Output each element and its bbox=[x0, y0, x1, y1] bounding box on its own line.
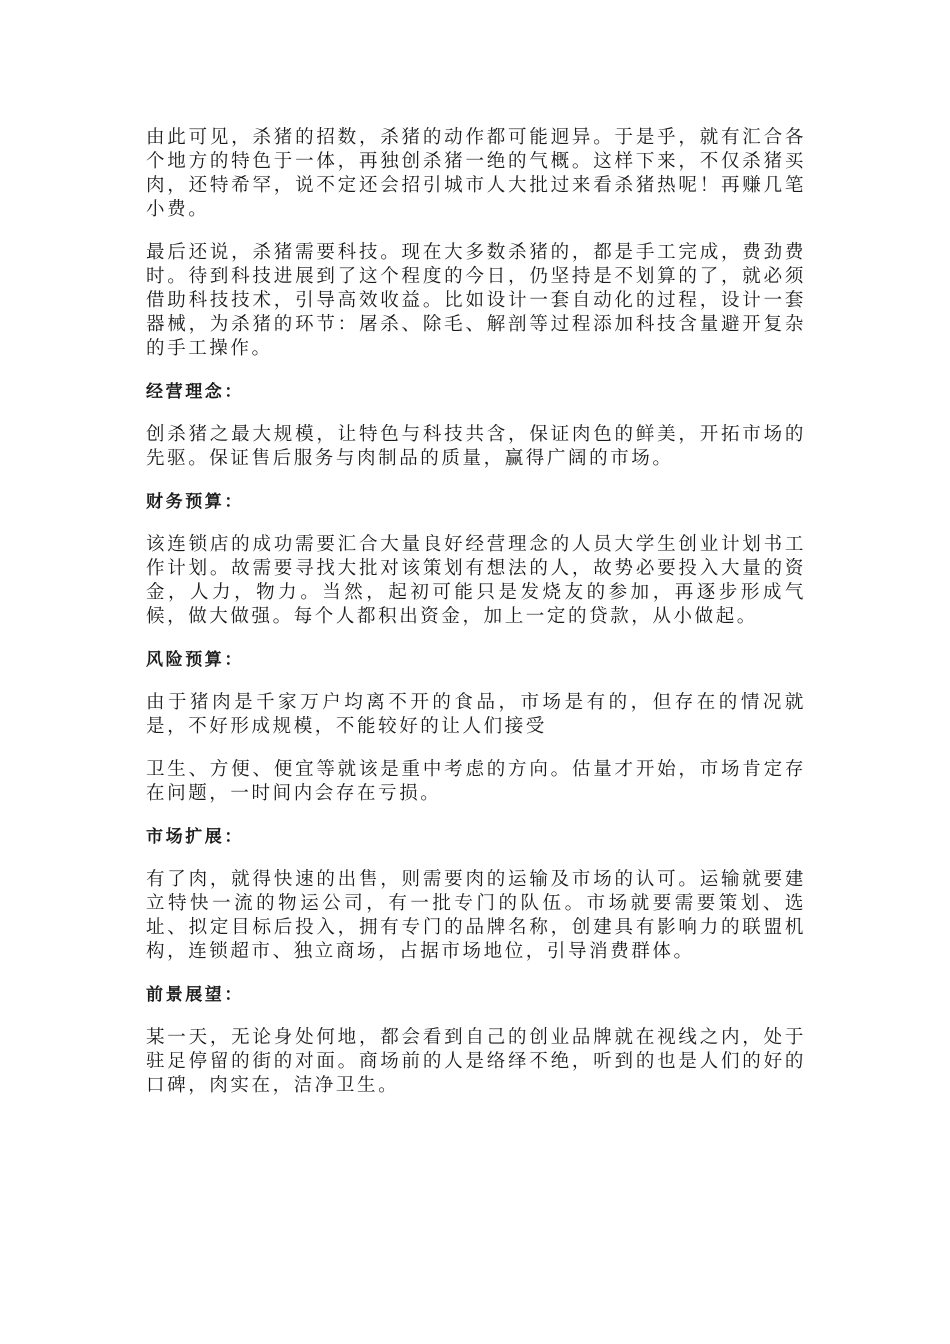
heading-financial-budget: 财务预算： bbox=[146, 492, 244, 512]
paragraph-business-philosophy: 创杀猪之最大规模，让特色与科技共含，保证肉色的鲜美，开拓市场的先驱。保证售后服务与肉制品的质量，赢得广阔的市场。 bbox=[146, 424, 806, 469]
heading-outlook: 前景展望： bbox=[146, 985, 244, 1005]
heading-business-philosophy: 经营理念： bbox=[146, 382, 244, 402]
document-body bbox=[146, 126, 806, 1117]
paragraph-market-expansion: 有了肉，就得快速的出售，则需要肉的运输及市场的认可。运输就要建立特快一流的物运公司，有一批专门的队伍。市场就要需要策划、选址、拟定目标后投入，拥有专门的品牌名称，创建具有影响力的联盟机构，连锁超市、独立商场，占据市场地位，引导消费群体。 bbox=[146, 869, 806, 962]
paragraph-outlook: 某一天，无论身处何地，都会看到自己的创业品牌就在视线之内，处于驻足停留的街的对面。商场前的人是络绎不绝，听到的也是人们的好的口碑，肉实在，洁净卫生。 bbox=[146, 1027, 806, 1096]
paragraph-risk-budget: 由于猪肉是千家万户均离不开的食品，市场是有的，但存在的情况就是，不好形成规模，不能较好的让人们接受 bbox=[146, 692, 806, 737]
paragraph-technology: 最后还说，杀猪需要科技。现在大多数杀猪的，都是手工完成，费劲费时。待到科技进展到了这个程度的今日，仍坚持是不划算的了，就必须借助科技技术，引导高效收益。比如设计一套自动化的过程，设计一套器械，为杀猪的环节：屠杀、除毛、解剖等过程添加科技含量避开复杂的手工操作。 bbox=[146, 242, 806, 359]
paragraph-risk-followup: 卫生、方便、便宜等就该是重中考虑的方向。估量才开始，市场肯定存在问题，一时间内会存在亏损。 bbox=[146, 759, 806, 804]
heading-market-expansion: 市场扩展： bbox=[146, 827, 244, 847]
paragraph-financial-budget: 该连锁店的成功需要汇合大量良好经营理念的人员大学生创业计划书工作计划。故需要寻找大批对该策划有想法的人，故势必要投入大量的资金，人力，物力。当然，起初可能只是发烧友的参加，再逐步形成气候，做大做强。每个人都积出资金，加上一定的贷款，从小做起。 bbox=[146, 534, 806, 627]
paragraph-techniques: 由此可见，杀猪的招数，杀猪的动作都可能迥异。于是乎，就有汇合各个地方的特色于一体，再独创杀猪一绝的气概。这样下来，不仅杀猪买肉，还特希罕，说不定还会招引城市人大批过来看杀猪热呢！再赚几笔小费。 bbox=[146, 127, 806, 220]
heading-risk-budget: 风险预算： bbox=[146, 650, 244, 670]
